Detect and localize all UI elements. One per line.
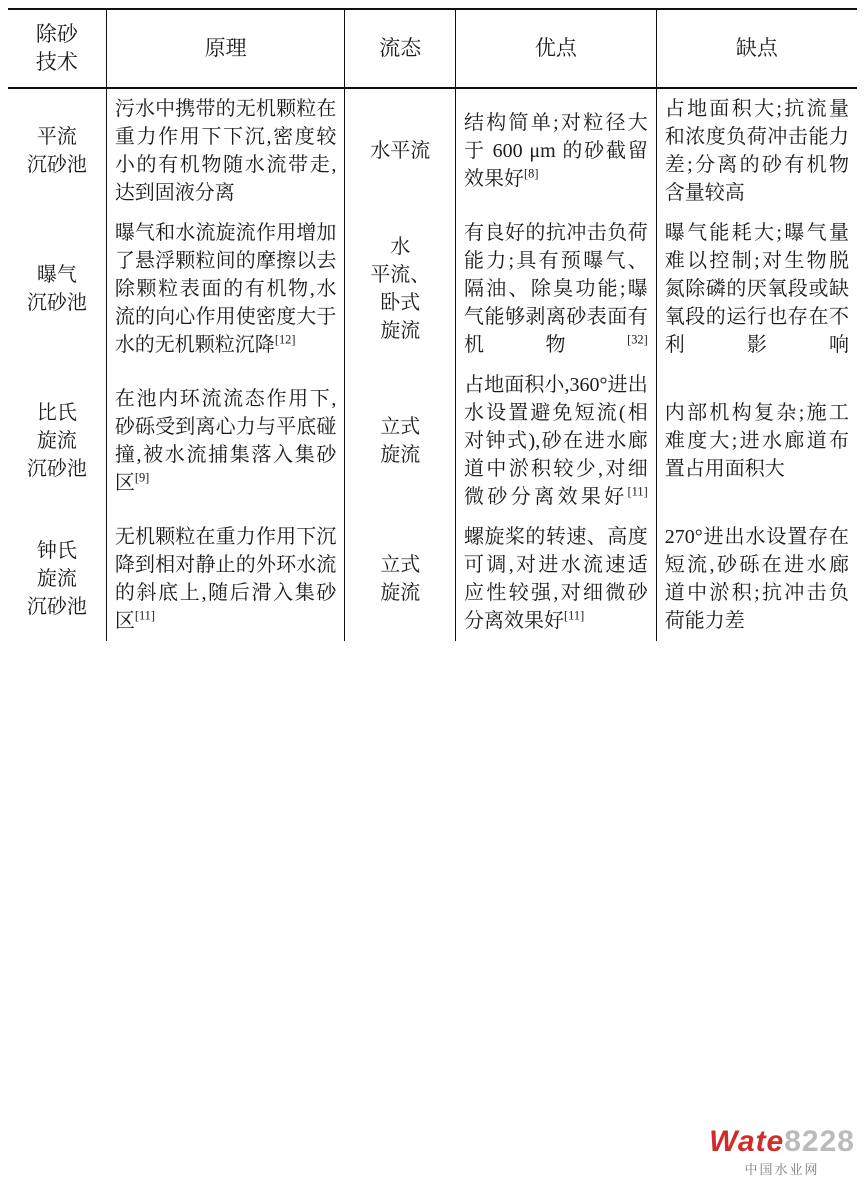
technology-name-line2: 沉砂池 <box>26 153 87 176</box>
technology-name-line3: 沉砂池 <box>26 457 87 480</box>
cell-pros <box>456 365 657 517</box>
cell-technology <box>8 213 106 365</box>
pros-reference: [8] <box>524 166 539 181</box>
cell-cons <box>656 213 857 365</box>
cell-cons <box>656 517 857 641</box>
sand-removal-technology-table <box>8 8 857 641</box>
cell-cons <box>656 88 857 213</box>
table-row <box>8 517 857 641</box>
cell-technology <box>8 517 106 641</box>
watermark-brand: Wa <box>709 1125 756 1158</box>
flow-text-line4: 旋流 <box>380 319 421 342</box>
table-header-row <box>8 9 857 88</box>
cell-flow <box>345 213 456 365</box>
cons-text: 曝气能耗大;曝气量难以控制;对生物脱氮除磷的厌氧段或缺氧段的运行也存在不利影响 <box>664 221 849 356</box>
pros-reference: [32] <box>627 332 648 347</box>
technology-name-line1: 曝气 <box>36 263 77 286</box>
technology-name-line1: 平流 <box>36 125 77 148</box>
principle-text: 在池内环流流态作用下,砂砾受到离心力与平底碰撞,被水流捕集落入集砂区 <box>114 387 337 494</box>
cell-technology <box>8 88 106 213</box>
pros-text: 螺旋桨的转速、高度可调,对进水流速适应性较强,对细微砂分离效果好 <box>464 525 648 632</box>
principle-text: 污水中携带的无机颗粒在重力作用下下沉,密度较小的有机物随水流带走,达到固液分离 <box>114 97 337 204</box>
flow-text-line1: 立式 <box>380 553 421 576</box>
pros-reference: [11] <box>627 484 648 499</box>
technology-name-line2: 沉砂池 <box>26 291 87 314</box>
cell-principle <box>106 365 345 517</box>
flow-text-line2: 旋流 <box>380 443 421 466</box>
pros-text: 占地面积小,360°进出水设置避免短流(相对钟式),砂在进水廊道中淤积较少,对细微砂分离效果好 <box>464 373 648 508</box>
flow-text-line2: 旋流 <box>380 581 421 604</box>
principle-reference: [9] <box>134 470 150 485</box>
table-row <box>8 88 857 213</box>
watermark-number: 8228 <box>784 1125 855 1158</box>
cell-cons <box>656 365 857 517</box>
cell-flow <box>345 88 456 213</box>
table-row <box>8 365 857 517</box>
watermark <box>709 1127 855 1178</box>
technology-name-line1: 比氏 <box>36 401 77 424</box>
column-header-cons: 缺点 <box>656 9 857 88</box>
principle-text: 曝气和水流旋流作用增加了悬浮颗粒间的摩擦以去除颗粒表面的有机物,水流的向心作用使密度大于水的无机颗粒沉降 <box>114 221 337 356</box>
pros-reference: [11] <box>564 608 585 623</box>
technology-name-line1: 钟氏 <box>36 539 77 562</box>
principle-text: 无机颗粒在重力作用下沉降到相对静止的外环水流的斜底上,随后滑入集砂区 <box>114 525 337 632</box>
cell-pros <box>456 213 657 365</box>
watermark-brand-mid: te <box>755 1125 785 1158</box>
column-header-pros: 优点 <box>456 9 657 88</box>
cons-text: 内部机构复杂;施工难度大;进水廊道布置占用面积大 <box>664 401 849 480</box>
principle-reference: [12] <box>274 332 296 347</box>
cell-principle <box>106 213 345 365</box>
table-header <box>8 9 857 88</box>
pros-text: 有良好的抗冲击负荷能力;具有预曝气、隔油、除臭功能;曝气能够剥离砂表面有机物 <box>464 221 648 356</box>
cell-flow <box>345 517 456 641</box>
flow-text-line1: 立式 <box>380 415 421 438</box>
column-header-technology-line1: 除砂 <box>35 22 78 46</box>
technology-name-line3: 沉砂池 <box>26 595 87 618</box>
flow-text-line3: 卧式 <box>380 291 421 314</box>
watermark-main-text <box>709 1127 855 1157</box>
column-header-principle: 原理 <box>106 9 345 88</box>
table-body <box>8 88 857 641</box>
table-page <box>0 8 865 1184</box>
table-row <box>8 213 857 365</box>
cell-pros <box>456 88 657 213</box>
watermark-sub-text: 中国水业网 <box>744 1162 820 1177</box>
cons-text: 占地面积大;抗流量和浓度负荷冲击能力差;分离的砂有机物含量较高 <box>664 97 849 204</box>
flow-text: 水平流 <box>370 139 431 162</box>
flow-text-line1: 水 <box>390 235 411 258</box>
column-header-technology-line2: 技术 <box>35 50 78 75</box>
cons-text: 270°进出水设置存在短流,砂砾在进水廊道中淤积;抗冲击负荷能力差 <box>664 525 849 632</box>
cell-pros <box>456 517 657 641</box>
cell-principle <box>106 517 345 641</box>
principle-reference: [11] <box>134 608 155 623</box>
cell-flow <box>345 365 456 517</box>
cell-technology <box>8 365 106 517</box>
column-header-technology <box>8 9 106 88</box>
technology-name-line2: 旋流 <box>36 429 77 452</box>
flow-text-line2: 平流、 <box>370 263 431 286</box>
technology-name-line2: 旋流 <box>36 567 77 590</box>
pros-text: 结构简单;对粒径大于 600 μm 的砂截留效果好 <box>464 111 648 190</box>
cell-principle <box>106 88 345 213</box>
column-header-flow: 流态 <box>345 9 456 88</box>
